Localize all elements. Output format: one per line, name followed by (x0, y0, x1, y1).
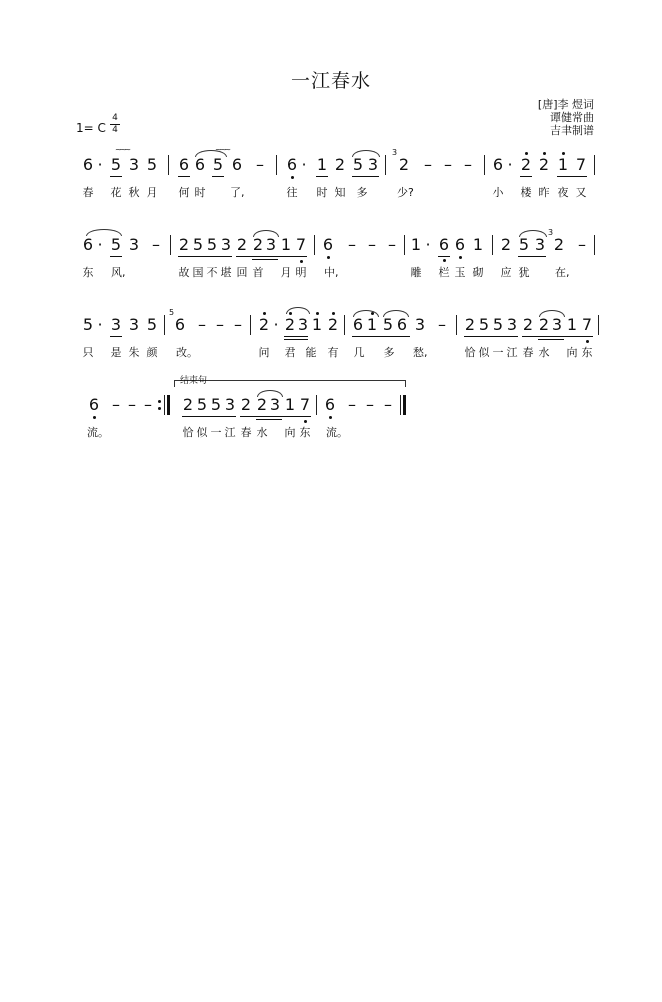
grace-note: 3 (548, 228, 554, 237)
lyric: 水 (256, 426, 268, 439)
lyric: 颜 (146, 346, 158, 359)
barline (250, 315, 251, 335)
note: 2 (464, 315, 476, 334)
note: 6 (438, 235, 450, 254)
ending-label: 结束句 (180, 376, 208, 386)
note: 2 (538, 155, 550, 174)
lyric: 在, (555, 266, 570, 279)
note: 2 (538, 315, 550, 334)
lyric: 风, (111, 266, 126, 279)
lyric: 君 (284, 346, 296, 359)
lyric: 小 (492, 186, 504, 199)
note: 1 (316, 155, 328, 174)
dash: – (438, 315, 446, 334)
dot-extension: · (273, 315, 279, 334)
note: 5 (206, 235, 218, 254)
grace-note: 5 (169, 308, 175, 317)
note: 5 (146, 155, 158, 174)
lyricist-credit: [唐]李 煜词 (537, 98, 594, 111)
note: 2 (500, 235, 512, 254)
lyric: 砌 (472, 266, 484, 279)
note: 1 (284, 395, 296, 414)
note: 3 (110, 315, 122, 334)
note: 5 (110, 235, 122, 254)
lyric: 月 (146, 186, 158, 199)
note: 1 (311, 315, 323, 334)
lyric: 有 (327, 346, 339, 359)
note: 5 (146, 315, 158, 334)
lyric: 春 (240, 426, 252, 439)
note: 5 (212, 155, 224, 174)
barline (344, 315, 345, 335)
dash: – (256, 155, 264, 174)
lyric: 昨 (538, 186, 550, 199)
note: 2 (240, 395, 252, 414)
note: 7 (299, 395, 311, 414)
lyric: 春 (522, 346, 534, 359)
note: 3 (224, 395, 236, 414)
lyric: 江 (224, 426, 236, 439)
dash: – (348, 235, 356, 254)
note: 6 (231, 155, 243, 174)
note: 5 (352, 155, 364, 174)
barline (276, 155, 277, 175)
note: 3 (269, 395, 281, 414)
lyric: 向 (566, 346, 578, 359)
lyric: 流。 (87, 426, 109, 439)
note: 2 (256, 395, 268, 414)
grace-note: 3 (392, 148, 398, 157)
note: 6 (396, 315, 408, 334)
lyric: 故 (178, 266, 190, 279)
note: 5 (518, 235, 530, 254)
lyric: 恰 (182, 426, 194, 439)
lyric: 改。 (176, 346, 198, 359)
lyric: 了, (230, 186, 245, 199)
dash: – (388, 235, 396, 254)
dash: – (348, 395, 356, 414)
barline (598, 315, 599, 335)
lyric: 似 (196, 426, 208, 439)
lyric: 花 (110, 186, 122, 199)
trill-mark-icon: ~~~ (115, 145, 130, 154)
note: 3 (506, 315, 518, 334)
lyric: 明 (295, 266, 307, 279)
lyric: 恰 (464, 346, 476, 359)
note: 6 (82, 155, 94, 174)
dash: – (112, 395, 120, 414)
note: 2 (334, 155, 346, 174)
dot-extension: · (97, 155, 103, 174)
lyric: 雕 (410, 266, 422, 279)
note: 2 (236, 235, 248, 254)
lyric: 秋 (128, 186, 140, 199)
barline (456, 315, 457, 335)
lyric: 月 (280, 266, 292, 279)
note: 5 (196, 395, 208, 414)
dash: – (578, 235, 586, 254)
dot-extension: · (301, 155, 307, 174)
note: 5 (210, 395, 222, 414)
note: 1 (472, 235, 484, 254)
lyric: 少? (397, 186, 414, 199)
lyric: 水 (538, 346, 550, 359)
note: 3 (551, 315, 563, 334)
dot-extension: · (97, 235, 103, 254)
dot-extension: · (425, 235, 431, 254)
barline (164, 395, 165, 415)
lyric: 时 (316, 186, 328, 199)
note: 5 (192, 235, 204, 254)
lyric: 中, (324, 266, 339, 279)
note: 6 (286, 155, 298, 174)
dash: – (216, 315, 224, 334)
lyric: 问 (258, 346, 270, 359)
note: 1 (366, 315, 378, 334)
note: 5 (82, 315, 94, 334)
note: 6 (178, 155, 190, 174)
dash: – (128, 395, 136, 414)
note: 2 (252, 235, 264, 254)
note: 2 (182, 395, 194, 414)
note: 3 (414, 315, 426, 334)
lyric: 不 (206, 266, 218, 279)
lyric: 东 (581, 346, 593, 359)
dot-extension: · (97, 315, 103, 334)
barline (594, 155, 595, 175)
dash: – (464, 155, 472, 174)
note: 5 (110, 155, 122, 174)
repeat-barline (167, 395, 170, 415)
dash: – (424, 155, 432, 174)
note: 6 (194, 155, 206, 174)
meter-top: 4 (112, 113, 118, 123)
dash: – (444, 155, 452, 174)
lyric: 愁, (413, 346, 428, 359)
lyric: 楼 (520, 186, 532, 199)
barline (400, 395, 401, 415)
song-title: 一江春水 (290, 70, 371, 92)
lyric: 多 (356, 186, 368, 199)
lyric: 春 (82, 186, 94, 199)
lyric: 堪 (220, 266, 232, 279)
lyric: 又 (575, 186, 587, 199)
lyric: 何 (178, 186, 190, 199)
dash: – (234, 315, 242, 334)
barline (492, 235, 493, 255)
barline (385, 155, 386, 175)
lyric: 应 (500, 266, 512, 279)
lyric: 向 (284, 426, 296, 439)
barline (168, 155, 169, 175)
key-signature: 1= C (76, 121, 106, 135)
note: 1 (410, 235, 422, 254)
lyric: 时 (194, 186, 206, 199)
note: 3 (128, 235, 140, 254)
note: 5 (492, 315, 504, 334)
note: 3 (265, 235, 277, 254)
lyric: 知 (334, 186, 346, 199)
ending-bracket (174, 380, 406, 387)
dash: – (144, 395, 152, 414)
note: 7 (575, 155, 587, 174)
lyric: 东 (82, 266, 94, 279)
lyric: 流。 (326, 426, 348, 439)
barline (164, 315, 165, 335)
barline (484, 155, 485, 175)
note: 3 (367, 155, 379, 174)
repeat-dot (158, 400, 161, 403)
dash: – (152, 235, 160, 254)
dash: – (198, 315, 206, 334)
note: 6 (324, 395, 336, 414)
lyric: 朱 (128, 346, 140, 359)
lyric: 国 (192, 266, 204, 279)
dash: – (384, 395, 392, 414)
lyric: 多 (383, 346, 395, 359)
note: 3 (128, 315, 140, 334)
note: 2 (258, 315, 270, 334)
lyric: 首 (252, 266, 264, 279)
note: 2 (553, 235, 565, 254)
note: 7 (581, 315, 593, 334)
lyric: 只 (82, 346, 94, 359)
lyric: 往 (286, 186, 298, 199)
note: 2 (327, 315, 339, 334)
lyric: 回 (236, 266, 248, 279)
lyric: 栏 (438, 266, 450, 279)
repeat-dot (158, 407, 161, 410)
lyric: 玉 (454, 266, 466, 279)
note: 2 (520, 155, 532, 174)
note: 3 (128, 155, 140, 174)
barline (314, 235, 315, 255)
note: 2 (398, 155, 410, 174)
lyric: 一 (492, 346, 504, 359)
lyric: 江 (506, 346, 518, 359)
note: 3 (220, 235, 232, 254)
lyric: 能 (305, 346, 317, 359)
note: 1 (557, 155, 569, 174)
transcriber-credit: 吉聿制谱 (550, 124, 594, 137)
barline (316, 395, 317, 415)
note: 3 (297, 315, 309, 334)
note: 2 (522, 315, 534, 334)
dot-extension: · (507, 155, 513, 174)
note: 7 (295, 235, 307, 254)
note: 1 (566, 315, 578, 334)
lyric: 一 (210, 426, 222, 439)
note: 6 (492, 155, 504, 174)
note: 6 (82, 235, 94, 254)
lyric: 犹 (518, 266, 530, 279)
note: 6 (174, 315, 186, 334)
note: 6 (88, 395, 100, 414)
note: 6 (352, 315, 364, 334)
lyric: 东 (299, 426, 311, 439)
lyric: 几 (353, 346, 365, 359)
note: 2 (284, 315, 296, 334)
time-signature (110, 114, 120, 135)
lyric: 是 (110, 346, 122, 359)
lyric: 似 (478, 346, 490, 359)
barline (594, 235, 595, 255)
barline (170, 235, 171, 255)
note: 5 (382, 315, 394, 334)
dash: – (368, 235, 376, 254)
lyric: 夜 (557, 186, 569, 199)
meter-bottom: 4 (112, 125, 118, 135)
final-barline (403, 395, 406, 415)
note: 6 (454, 235, 466, 254)
note: 5 (478, 315, 490, 334)
note: 1 (280, 235, 292, 254)
note: 3 (534, 235, 546, 254)
barline (404, 235, 405, 255)
composer-credit: 谭健常曲 (550, 111, 594, 124)
dash: – (366, 395, 374, 414)
note: 2 (178, 235, 190, 254)
trill-mark-icon: ~~~ (215, 145, 230, 154)
note: 6 (322, 235, 334, 254)
